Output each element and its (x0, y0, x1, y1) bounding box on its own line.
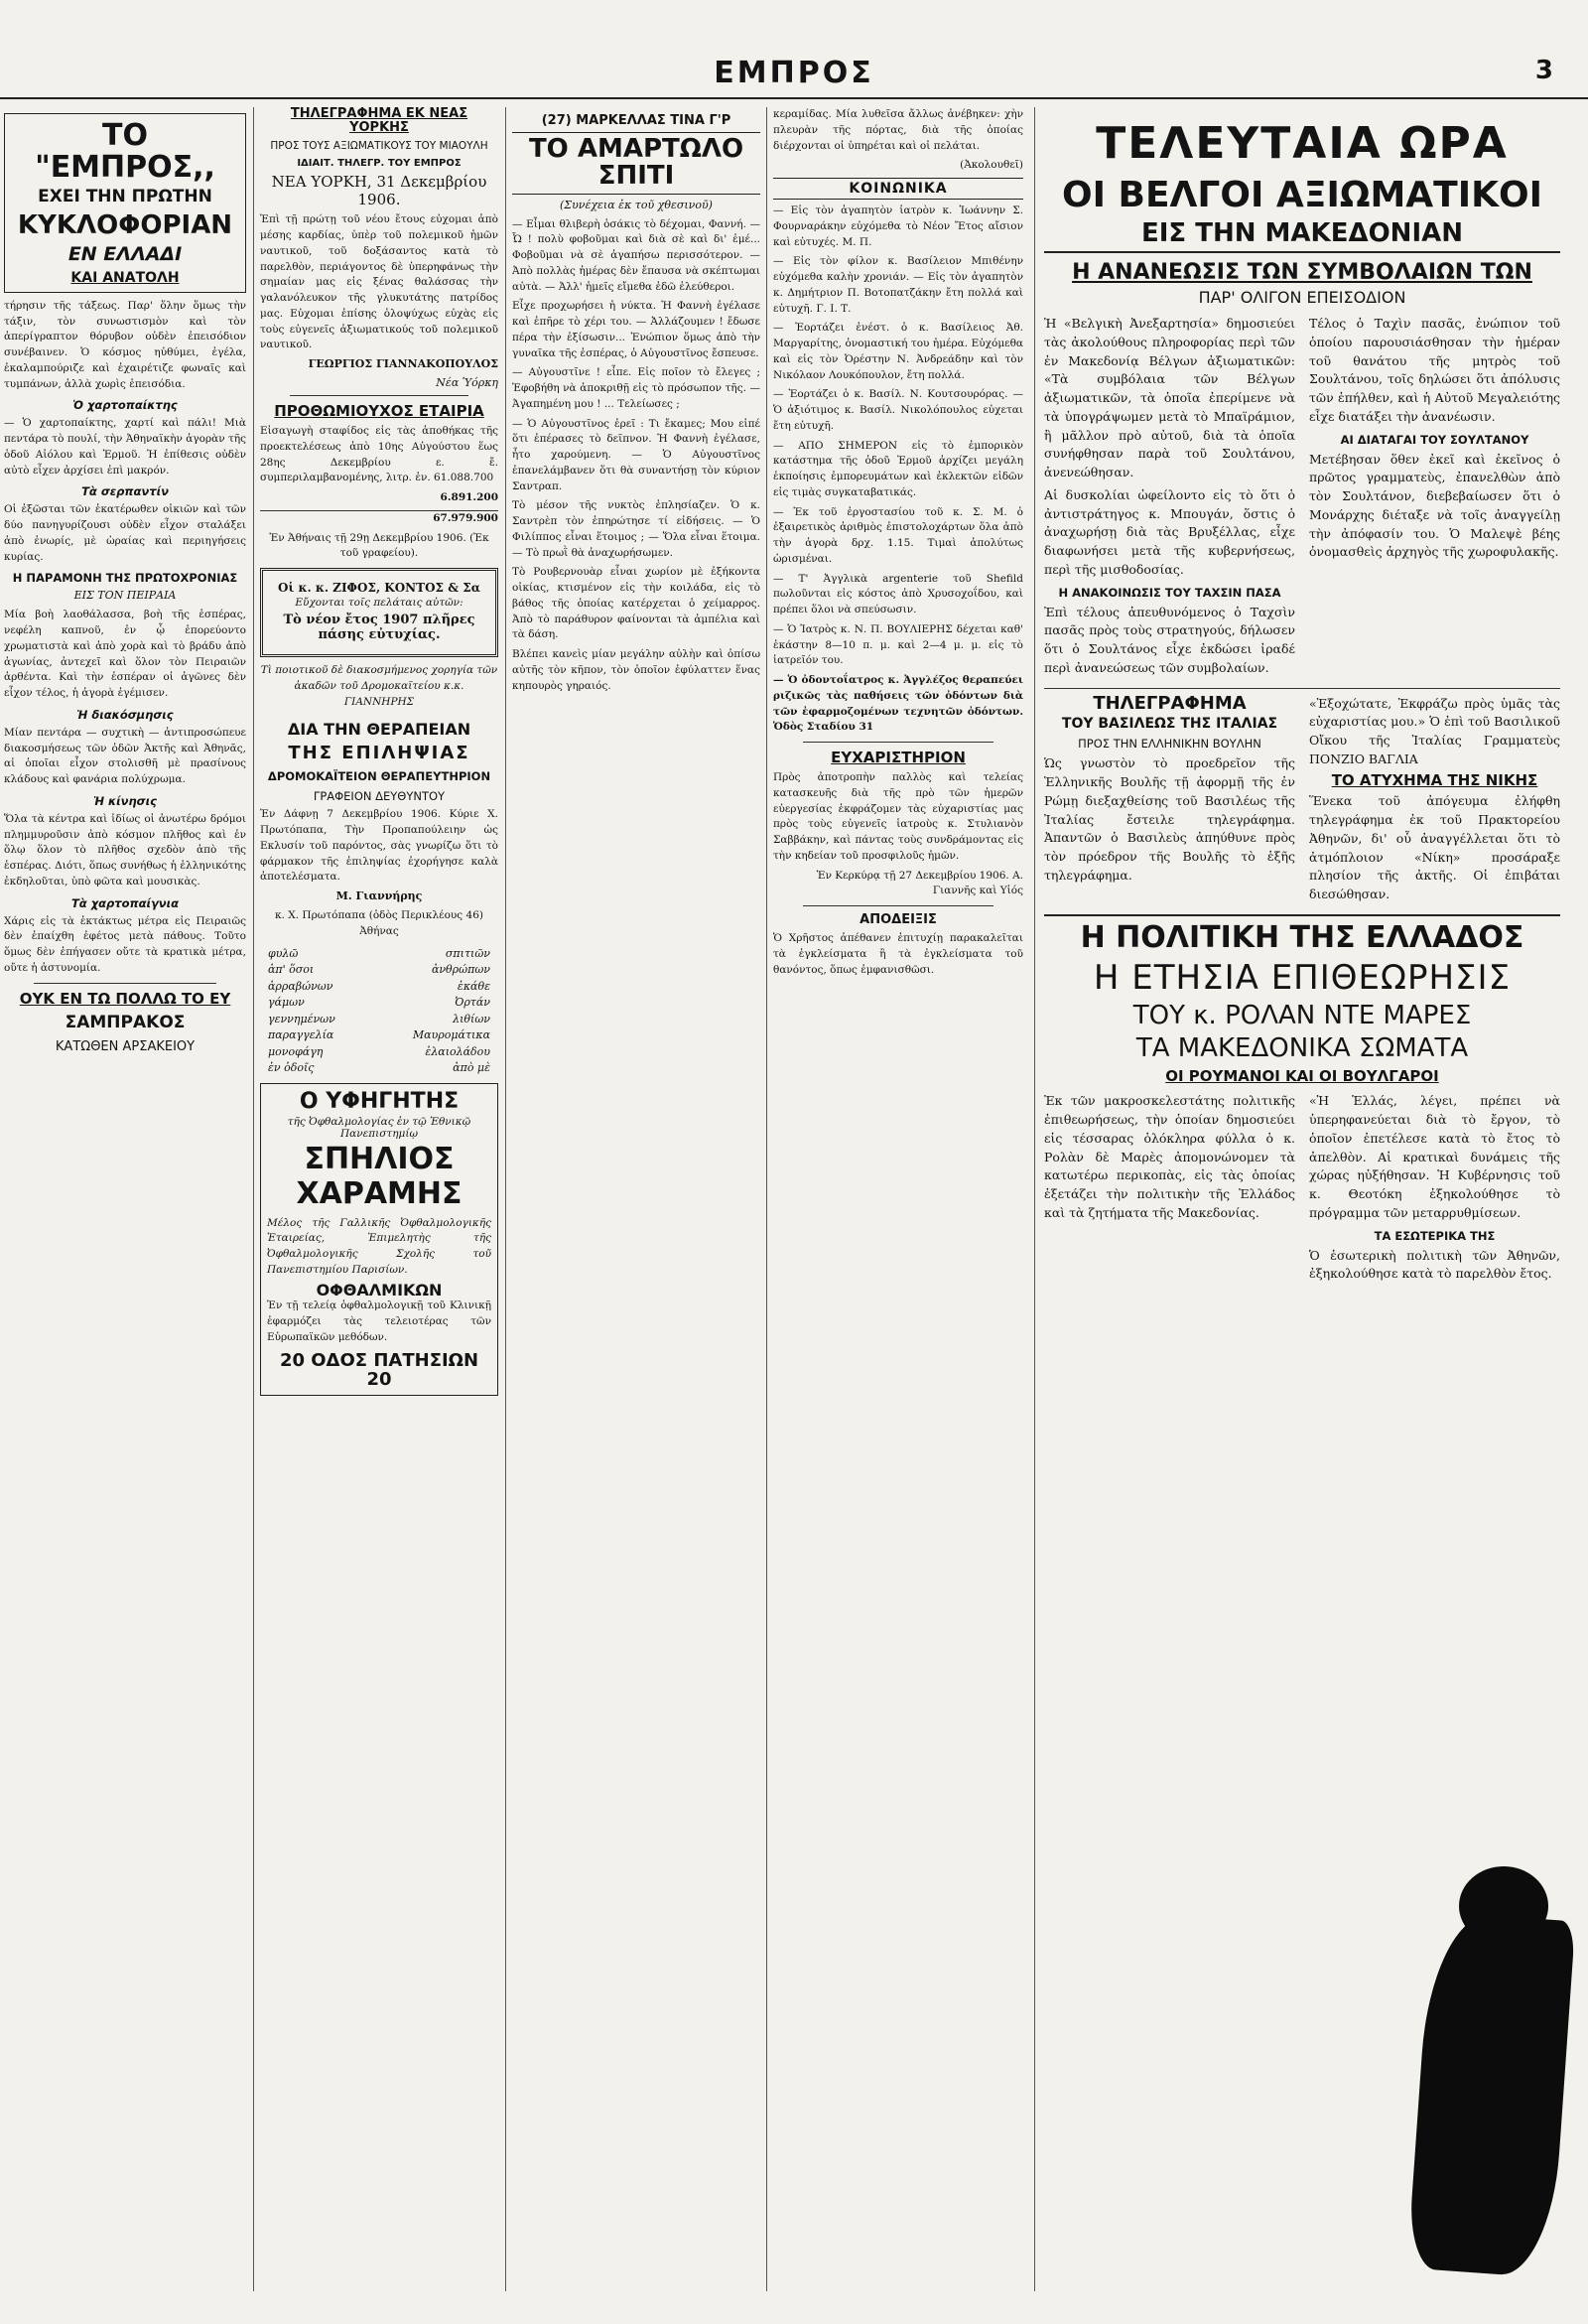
headline: ΕΧΕΙ ΤΗΝ ΠΡΩΤΗΝ (38, 187, 212, 206)
headline: ΚΥΚΛΟΦΟΡΙΑΝ (17, 209, 233, 240)
ad-headline: ΟΥΚ ΕΝ ΤΩ ΠΟΛΛΩ ΤΟ ΕΥ (19, 989, 231, 1008)
subheading: ΤΑ ΕΣΩΤΕΡΙΚΑ ΤΗΣ (1374, 1228, 1496, 1243)
installment-number: (27) (541, 113, 572, 128)
subheading: Τὰ χαρτοπαίγνια (70, 895, 180, 910)
verse-cell: λιθίων (453, 1012, 490, 1025)
headline: ΤΟΥ κ. ΡΟΛΑΝ ΝΤΕ ΜΑΡΕΣ (1132, 1001, 1472, 1031)
ad-headline: ΣΠΗΛΙΟΣ (304, 1141, 455, 1176)
article-text: Ἐν Δάφνῃ 7 Δεκεμβρίου 1906. Κύριε Χ. Πρωτόπαπα, Τὴν Προπαπούλειην ὡς Εκλυσίν τοῦ παρόντος, σὰς γνωρίζω ὅτι τὸ φάρμακον τῆς ἐπιληψίας ἐχορήγησε καλὰ ἀποτελέσματα. (260, 808, 498, 884)
article-text: «Ἡ Ἑλλάς, λέγει, πρέπει νὰ ὑπερηφανεύεται διὰ τὸ ἔργον, τὸ ὁποῖον ἐπετέλεσε κατὰ τὸ ἔτος τὸ ἀπελθὸν. Αἱ κρατικαὶ δυνάμεις τῆς χώρας ηὐξήθησαν. Ἡ Κυβέρνησις τοῦ κ. Θεοτόκη ἐξηκολούθησε τὸ πρόγραμμα τῶν μεταρρυθμίσεων. (1309, 1093, 1560, 1220)
verse-row (268, 995, 490, 1012)
article-text: κ. Χ. Πρωτόπαπα (ὁδὸς Περικλέους 46) Ἀθήνας (275, 909, 483, 937)
divider (290, 395, 468, 396)
headline: ΟΙ ΒΕΛΓΟΙ ΑΞΙΩΜΑΤΙΚΟΙ (1061, 175, 1543, 216)
subheading: Ὁ χαρτοπαίκτης (72, 398, 178, 413)
headline: ΤΟ ΑΜΑΡΤΩΛΟ ΣΠΙΤΙ (512, 132, 760, 195)
signature: Μ. Γιαννήρης (335, 889, 423, 903)
masthead-rule (0, 97, 1588, 99)
headline: ΕΥΧΑΡΙΣΤΗΡΙΟΝ (831, 749, 966, 766)
article-text: — Αὐγουστῖνε ! εἶπε. Εἰς ποῖον τὸ ἔλεγες ; Ἐφοβήθη νὰ ἀποκριθῇ εἰς τὸ πρόσωπον τῆς. — Ἀγαπημένη μου ! ... Τελείωσες ; (512, 366, 760, 410)
feuilleton-header (512, 113, 760, 128)
divider (803, 905, 993, 906)
article-text: — Ὁ Ἰατρὸς κ. Ν. Π. ΒΟΥΛΙΕΡΗΣ δέχεται καθ' ἑκάστην 8—10 π. μ. καὶ 2—4 μ. μ. εἰς τὸ ἰατρεῖόν του. (773, 622, 1023, 667)
article-text: — Ἑορτάζει ὁ κ. Βασίλ. Ν. Κουτσουρόρας. — Ὁ ἀξιότιμος κ. Βασίλ. Νικολόπουλος εὐχεται ἔτη εὐτυχῆ. (773, 388, 1023, 432)
ad-zifos-kontos (260, 568, 498, 657)
ad-line: Τὸ νέον ἔτος 1907 πλῆρες πάσης εὐτυχίας. (283, 613, 475, 643)
verse-cell: μονοφάγη (268, 1044, 324, 1058)
two-col-article (1044, 315, 1560, 682)
subheading: Ἡ διακόσμησις (76, 707, 174, 722)
verse-cell: ἐν ὁδοῖς (268, 1061, 315, 1075)
verse-cell: γάμων (268, 996, 305, 1010)
section-headline: Η ΠΑΡΑΜΟΝΗ ΤΗΣ ΠΡΩΤΟΧΡΟΝΙΑΣ (12, 571, 238, 586)
ad-sampraks (4, 989, 246, 1055)
article-text: Ἡ «Βελγικὴ Ἀνεξαρτησία» δημοσιεύει τὰς ἀκολούθους πληροφορίας περὶ τῶν ἐν Μακεδονίᾳ Βέλγων ἀξιωματικῶν: «Τὰ συμβόλαια τῶν Βέλγων ἀξιωματικῶν, τὰ ὁποῖα ἐπερίμενε νὰ τὰ ὑπογράψωμεν μετὰ τὸ Μπαϊράμιον, ἢ μᾶλλον πρὸ αὐτοῦ, διὰ τὰ ὁποῖα συνήφθησαν παρὰ τοῦ Σουλτάνου, ἀνενεώθησαν. (1044, 316, 1295, 480)
headline: ΟΙ ΡΟΥΜΑΝΟΙ ΚΑΙ ΟΙ ΒΟΥΛΓΑΡΟΙ (1165, 1066, 1439, 1085)
article-text: Ὅλα τὰ κέντρα καὶ ἰδίως οἱ ἀνωτέρω δρόμοι πλημμυροῦσιν ἀπὸ κόσμον πλῆθος καὶ ἐν ὅλῳ ὅλον τὸ πλῆθος σχεδὸν ἀπὸ τῆς ἑσπέρας. Διότι, ὅπως συνήθως ἡ ἑλληνικότης ἐκδηλοῦται, ὑπὸ φῶτα καὶ μουσικὰς. (4, 812, 246, 888)
ad-subline: τῆς Ὀφθαλμολογίας ἐν τῷ Ἐθνικῷ Πανεπιστημίῳ (287, 1115, 471, 1140)
emprós-circulation-box (4, 113, 246, 293)
headline: ΔΙΑ ΤΗΝ ΘΕΡΑΠΕΙΑΝ (287, 720, 471, 740)
ad-line: Εὔχονται τοῖς πελάταις αὐτῶν: (295, 597, 463, 610)
article-text: — Ἐκ τοῦ ἐργοστασίου τοῦ κ. Σ. Μ. ὁ ἐξαιρετικὸς ἀριθμὸς ἐπιστολοχάρτων ὅλα ἀπὸ τὴν ἀγορὰ δρχ. 1.15. Τιμαὶ ἀπολύτως ὡρισμέναι. (773, 505, 1023, 565)
subheading: Τὰ σερπαντίν (81, 484, 169, 499)
continued-note: (Ἀκολουθεῖ) (960, 159, 1023, 172)
article-text: Ὁ Χρῆστος ἀπέθανεν ἐπιτυχίῃ παρακαλεῖται τὰ ἐγκλείσματα ἢ τὰ ἐγκλείσματα τοῦ θανόντος, ὅπως ἐμφανισθῶσι. (773, 932, 1023, 976)
ad-charamis (260, 1083, 498, 1397)
headline: ΚΟΙΝΩΝΙΚΑ (773, 178, 1023, 200)
paper-name: ΕΜΠΡΟΣ (714, 56, 874, 90)
article-text: Τὸ μέσον τῆς νυκτὸς ἐπλησίαζεν. Ὁ κ. Σαντρὲπ τὸν ἐπηρώτησε τί εἰδήσεις. — Ὁ Φιλίππος εἶναι ἕτοιμος ; — Ὅλα εἶναι ἕτοιμα. — Τὸ πρωῒ θὰ ἀναχωρήσωμεν. (512, 499, 760, 559)
article-right (1309, 315, 1560, 682)
author-name: ΜΑΡΚΕΛΛΑΣ ΤΙΝΑ Γ'Ρ (576, 113, 731, 128)
ad-text: Ἐν τῇ τελείᾳ ὀφθαλμολογικῇ τοῦ Κλινικῇ ἐφαρμόζει τὰς τελειοτέρας τῶν Εὐρωπαϊκῶν μεθόδων. (267, 1299, 491, 1343)
article-text: τήρησιν τῆς τάξεως. Παρ' ὅλην ὅμως τὴν τάξιν, τὸν συνωστισμὸν καὶ τὸν ἀπερίγραπτον θόρυβον οὐδὲν ἐπεισόδιον συνέβαινεν. Ὁ κόσμος ηὐθύμει, ἐγέλα, ἐκαλαμπούριζε καὶ ἐχαιρέτιζε φωναῖς καὶ τυμπάνων, ἀλλὰ χωρὶς ἐπεισόδια. (4, 299, 246, 390)
article-text: κεραμίδας. Μία λυθεῖσα ἄλλως ἀνέβηκεν: χὴν πλευρὰν τῆς πόρτας, διὰ τῆς ὁποίας διέρχονται οἱ ὑπηρέται καὶ οἱ πελάται. (773, 108, 1023, 152)
article-text: Εἶχε προχωρήσει ἡ νύκτα. Ἡ Φαννὴ ἐγέλασε καὶ ἐπῆρε τὸ χέρι του. — Ἀλλάζουμεν ! ἔδωσε πέρα τὴν ἐξίσωσιν... Ἐνώπιον ὅμως ἀπὸ τὴν γυναῖκα τῆς ἐσπέρας, ὁ Αὐγουστῖνος ἔσπευσε. (512, 300, 760, 359)
verse-cell: Ὀρτάν (455, 996, 490, 1010)
verse-cell: ἀρραβώνων (268, 979, 333, 993)
headline: Η ΕΤΗΣΙΑ ΕΠΙΘΕΩΡΗΣΙΣ (1093, 958, 1512, 999)
subheadline: ΓΡΑΦΕΙΟΝ ΔΕΥΘΥΝΤΟΥ (313, 789, 446, 804)
verse-row (268, 962, 490, 979)
article-left (1044, 315, 1295, 682)
article-text: Βλέπει κανεὶς μίαν μεγάλην αὐλὴν καὶ ὀπίσω αὐτῆς τὸν κῆπον, τὸν ὁποῖον ἐφύλαττεν ἕνας κηπουρὸς γηραιός. (512, 648, 760, 692)
column-3 (512, 107, 760, 2291)
ad-headline: ΟΦΘΑΛΜΙΚΩΝ (316, 1280, 443, 1299)
column-1 (4, 107, 246, 2291)
article-text: «Ἐξοχώτατε, Ἐκφράζω πρὸς ὑμᾶς τὰς εὐχαριστίας μου.» Ὁ ἐπὶ τοῦ Βασιλικοῦ Οἴκου τῆς Ἰταλίας Γραμματεὺς ΠΟΝΖΙΟ ΒΑΓΛΙΑ (1309, 695, 1560, 766)
headline: Η ΠΟΛΙΤΙΚΗ ΤΗΣ ΕΛΛΑΔΟΣ (1080, 919, 1524, 955)
headline: ΕΝ ΕΛΛΑΔΙ (67, 243, 183, 266)
headline: ΚΑΙ ΑΝΑΤΟΛΗ (70, 270, 180, 287)
article-text: — Ἑορτάζει ἐνέστ. ὁ κ. Βασίλειος Ἀθ. Μαργαρίτης, ὀνομαστική του ἡμέρα. Εὐχόμεθα καὶ εἰς τὸν Ὀρέστην Ν. Ἀνδρεάδην καὶ τὸν Νικόλαον Λουκόπουλον, ἔτη πολλά. (773, 322, 1023, 381)
notice-text: Τὶ ποιοτικοῦ δὲ διακοσμήμενος χορηγία τῶν ἀκαδῶν τοῦ Δρομοκαϊτείου κ.κ. ΓΙΑΝΝΗΡΗΣ (260, 664, 498, 708)
headline: ΤΗΛΕΓΡΑΦΗΜΑ ΕΚ ΝΕΑΣ ΥΟΡΚΗΣ (290, 107, 468, 135)
article-text: Αἱ δυσκολίαι ὠφείλοντο εἰς τὸ ὅτι ὁ ἀντιστράτηγος κ. Μπουγάν, ὅστις ὁ ἀναχωρήσῃ διὰ τὰς Βρυξέλλας, εἶχε διαφωνήσει μετὰ τῆς κυβερνήσεως, περὶ τῆς μισθοδοσίας. (1044, 486, 1295, 577)
article-text: Χάρις εἰς τὰ ἐκτάκτως μέτρα εἰς Πειραιῶς δὲν ἐπαίχθη ἐφέτος μετὰ πάθους. Τοῦτο ὅμως δὲν ἐπήγασεν οὔτε τὰ κρατικὰ μέτρα, οὔτε ἡ ἀστυνομία. (4, 914, 246, 974)
subheadline: ΠΑΡ' ΟΛΙΓΟΝ ΕΠΕΙΣΟΔΙΟΝ (1198, 288, 1406, 308)
verse-row (268, 979, 490, 996)
column-divider (505, 107, 506, 2291)
signature: ΓΕΩΡΓΙΟΣ ΓΙΑΝΝΑΚΟΠΟΥΛΟΣ (308, 357, 498, 371)
article-text: Ἐν Ἀθήναις τῇ 29ῃ Δεκεμβρίου 1906. (Ἐκ τοῦ γραφείου). (269, 531, 489, 560)
subheadline: ΠΡΟΣ ΤΗΝ ΕΛΛΗΝΙΚΗΝ ΒΟΥΛΗΝ (1078, 737, 1261, 752)
verse-row (268, 1012, 490, 1028)
divider (803, 742, 993, 743)
signature: Ἐν Κερκύρᾳ τῇ 27 Δεκεμβρίου 1906. Α. Γιαννῆς καὶ Υἱός (816, 869, 1023, 897)
article-left (1044, 1092, 1295, 1288)
article-text: — ΑΠΟ ΣΗΜΕΡΟΝ εἰς τὸ ἐμπορικὸν κατάστημα τῆς ὁδοῦ Ἑρμοῦ ἀρχίζει μεγάλη ἐκποίησις ἐμπορευμάτων καὶ ἐκλεκτῶν εἰδῶν εἰς τιμὰς συγκαταβατικάς. (773, 439, 1023, 498)
article-text: Οἱ ἐξῶσται τῶν ἑκατέρωθεν οἰκιῶν καὶ τῶν δύο πανηγυρίζουσι οὐδὲν εἶχον σταλάξει ἀπὸ ἐνωρίς, μὲ ὡραίας καὶ περιηγήσεις κυρίας. (4, 503, 246, 563)
headline: ΤΟ ΑΤΥΧΗΜΑ ΤΗΣ ΝΙΚΗΣ (1331, 770, 1538, 789)
verse-cell: ἐλαιολάδου (425, 1044, 490, 1058)
verse-row (268, 1027, 490, 1044)
column-4 (773, 107, 1023, 2291)
page-number: 3 (1534, 56, 1553, 85)
article-text: Μία βοὴ λαοθάλασσα, βοὴ τῆς ἑσπέρας, νεφέλη καπνοῦ, ἐν ᾧ ἐπορεύοντο χρωματιστὰ καὶ ἀπὸ χορὰ καὶ τὸ βράδυ ἀπὸ ἀγωνίας, ἀντεχεῖ καὶ ὅλον τὸν Πειραιῶν ἀρθέντα. Καὶ τὴν ἐσπέραν οἱ ἀγῶνες δὲν εἶχον τέλος, ἡ ἀγορὰ ἐγέμισεν. (4, 609, 246, 700)
article-text: Ἐπὶ τέλους ἀπευθυνόμενος ὁ Ταχσὶν πασᾶς πρὸς τοὺς στρατηγούς, δήλωσεν ὅτι ὁ Σουλτάνος εἶχε ἐκδώσει ἰραδέ περὶ ἀνανεώσεως τῶν συμβολαίων. (1044, 604, 1295, 675)
ad-line: Οἱ κ. κ. ΖΙΦΟΣ, ΚΟΝΤΟΣ & Σα (278, 581, 480, 596)
article-text: Τέλος ὁ Ταχὶν πασᾶς, ἐνώπιον τοῦ ὁποίου παρουσιάσθησαν τὴν ἡμέραν τοῦ θανάτου τῆς μητρὸς τοῦ Σουλτάνου, τοῖς δηλώσει ὅτι ἀπόλυσις τῶν ἐπήλθεν, καὶ ἡ Αὐτοῦ Μεγαλειότης εἶχε διατάξει τὴν ἀνανέωσιν. (1309, 316, 1560, 424)
article-text: Ὡς γνωστὸν τὸ προεδρεῖον τῆς Ἑλληνικῆς Βουλῆς τῇ ἀφορμῇ τῆς ἐν Ρώμῃ διεξαχθείσης τοῦ Βασιλέως τῆς Ἰταλίας ἔστειλε τηλεγράφημα. Ἀπαντῶν ὁ Βασιλεὺς ἀπηύθυνε πρὸς τὸν πρόεδρον τῆς Βουλῆς τὸ ἑξῆς τηλεγράφημα. (1044, 755, 1295, 883)
headline: ΕΙΣ ΤΗΝ ΜΑΚΕΔΟΝΙΑΝ (1044, 220, 1560, 253)
article-left (1044, 692, 1295, 908)
headline: ΤΗΛΕΓΡΑΦΗΜΑ (1093, 692, 1247, 714)
figure-value: 6.891.200 (440, 491, 498, 504)
article-text: Ἕνεκα τοῦ ἀπόγευμα ἐλήφθη τηλεγράφημα ἐκ τοῦ Πρακτορείου Ἀθηνῶν, δι' οὗ ἀναγγέλλεται ὅτι τὸ ἀτμόπλοιον «Νίκη» προσάραξε πλησίον τῆς ἀκτῆς. Οἱ ἐπιβάται διεσώθησαν. (1309, 793, 1560, 902)
article-text: — Εἰς τὸν ἀγαπητὸν ἰατρὸν κ. Ἰωάννην Σ. Φουρναράκην εὐχόμεθα τὸ Νέον Ἔτος αἴσιον καὶ εὐτυχές. Μ. Π. (773, 205, 1023, 248)
verse-cell: ἀπ' ὅσοι (268, 963, 315, 977)
article-text: Πρὸς ἀποτροπὴν παλλὸς καὶ τελείας κατασκευῆς διὰ τῆς πρὸ τῶν ἡμερῶν εὐεργεσίας ἐκφράζομεν τὰς εὐχαριστίας μας πρὸς τοὺς εὐγενεῖς ἱατροὺς κ. Στυλιανὸν Σαββάκην, καὶ πάντας τοὺς συνδράμοντας εἰς τὴν κηδείαν τοῦ προσφιλοῦς ἡμῶν. (773, 771, 1023, 862)
column-divider (766, 107, 767, 2291)
ad-headline: Ο ΥΦΗΓΗΤΗΣ (299, 1088, 460, 1114)
signature-place: Νέα Ὑόρκη (436, 376, 498, 390)
headline: ΤΗΣ ΕΠΙΛΗΨΙΑΣ (288, 743, 470, 764)
ad-headline: ΣΑΜΠΡΑΚΟΣ (65, 1013, 186, 1033)
article-right (1309, 695, 1560, 908)
article-text: Τὸ Ρουβερνουὰρ εἶναι χωρίον μὲ ἐξήκοντα οἰκίας, κτισμένον εἰς τὴν κοιλάδα, εἰς τὸ βάθος τῆς ὁποίας κατέρχεται ὁ χείμαρρος. Ἀπὸ τὸ παράθυρον φαίνονται τὰ ἀμπέλια καὶ τὰ δάση. (512, 566, 760, 641)
headline: ΑΠΟΔΕΙΞΙΣ (860, 912, 937, 927)
article-text: Ὁ ἐσωτερικὴ πολιτικὴ τῶν Ἀθηνῶν, ἐξηκολούθησε κατὰ τὸ παρελθὸν ἔτος. (1309, 1247, 1560, 1282)
headline: ΤΟΥ ΒΑΣΙΛΕΩΣ ΤΗΣ ΙΤΑΛΙΑΣ (1061, 715, 1278, 732)
article-text: Ἐπὶ τῇ πρώτῃ τοῦ νέου ἔτους εὐχομαι ἀπὸ μέσης καρδίας, ὑπὲρ τοῦ πολεμικοῦ ἡμῶν ναυτικοῦ, τοῦ δοξάσαντος κατὰ τὸ παρελθὸν, περιάγοντος δὲ ὑπερηφάνως τὴν σημαίαν μας εἰς ξένας θαλάσσας τὴν γαλανόλευκον τῆς γλυκυτάτης πατρίδος μας. Εὐχομαι ἐπίσης ὁλοψύχως εὐχὰς εἰς τοὺς εὐγενεῖς ἀξιωματικούς τοῦ πολεμικοῦ ναυτικοῦ. (260, 213, 498, 351)
verse-cell: ἐκάθε (457, 979, 490, 993)
subheadline: ΙΔΙΑΙΤ. ΤΗΛΕΓΡ. ΤΟΥ ΕΜΠΡΟΣ (297, 158, 462, 170)
ad-text: Μέλος τῆς Γαλλικῆς Ὀφθαλμολογικῆς Ἑταιρείας, Ἐπιμελητὴς τῆς Ὀφθαλμολογικῆς Σχολῆς τοῦ Πανεπιστημίου Παρισίων. (267, 1216, 491, 1276)
article-text: — Ὁ χαρτοπαίκτης, χαρτί καὶ πάλι! Μιὰ πεντάρα τὸ πουλί, τὴν Ἀθηναϊκὴν ἀγορὰν τῆς ὁδοῦ Αἰόλου καὶ Ἑρμοῦ. Ἡ ἐπίθεσις οὐδὲν αὐτὸ εἶχεν ἀρχίσει ἐπὶ μακρόν. (4, 417, 246, 477)
subheading: ΑΙ ΔΙΑΤΑΓΑΙ ΤΟΥ ΣΟΥΛΤΑΝΟΥ (1340, 432, 1529, 447)
figure-value: 67.979.900 (260, 510, 498, 527)
article-text: — Εἶμαι θλιβερὴ ὁσάκις τὸ δέχομαι, Φαννή. — Ὦ ! πολὺ φοβοῦμαι καὶ διὰ σὲ καὶ δι' ἐμέ... Φοβοῦμαι νὰ σὲ ἀγαπήσω περισσότερον. — Ἀπὸ πολλὰς ἡμέρας δὲν ἔπαυσα νὰ σκέπτωμαι αὐτὰ. — Ἀλλ' ἡμεῖς εἴμεθα ἐδῶ ἐλεύθεροι. (512, 217, 760, 293)
two-col-article (1044, 688, 1560, 908)
verse-row (268, 1044, 490, 1061)
ad-headline: ΚΑΤΩΘΕΝ ΑΡΣΑΚΕΙΟΥ (55, 1039, 196, 1055)
subheadline: ΔΡΟΜΟΚΑΪΤΕΙΟΝ ΘΕΡΑΠΕΥΤΗΡΙΟΝ (267, 769, 491, 784)
subheading: Ἡ κίνησις (93, 793, 157, 808)
headline: ΤΕΛΕΥΤΑΙΑ ΩΡΑ (1096, 118, 1509, 169)
article-text: Μίαν πεντάρα — συχτικὴ — ἀντιπροσώπευε διακοσμήσεως τῶν ὁδῶν Ἀκτῆς καὶ Ἀθηνᾶς, αἱ ὁποῖαι εἶχον στολισθῆ μὲ πρασίνους κλάδους καὶ φανάρια πολύχρωμα. (4, 726, 246, 786)
two-col-article (1044, 1092, 1560, 1288)
headline: ΤΑ ΜΑΚΕΔΟΝΙΚΑ ΣΩΜΑΤΑ (1135, 1033, 1469, 1064)
verse-cell: Μαυρομάτικα (412, 1028, 490, 1042)
article-text: Μετέβησαν ὅθεν ἐκεῖ καὶ ἐκεῖνος ὁ πρῶτος γραμματεὺς, ἐπανελθὼν ἀπὸ τὸν Σουλτάνον, διεβεβαίωσεν ὅτι ὁ Μονάρχης διέταξε νὰ τοῖς ἀναγγείλῃ τὴν ἀπόφασίν του. Ὁ Μαλεψὲ βέης ὀνομασθεὶς ἀρχηγὸς τῆς χωροφυλακῆς. (1309, 451, 1560, 560)
verse-cell: γεννημένων (268, 1012, 335, 1025)
section-subheadline: ΕΙΣ ΤΟΝ ΠΕΙΡΑΙΑ (73, 589, 177, 603)
verse-row (268, 946, 490, 963)
subheadline: ΠΡΟΣ ΤΟΥΣ ΑΞΙΩΜΑΤΙΚΟΥΣ ΤΟΥ ΜΙΑΟΥΛΗ (270, 140, 488, 153)
column-divider (253, 107, 254, 2291)
politics-section (1044, 914, 1560, 1288)
ad-headline: ΧΑΡΑΜΗΣ (296, 1176, 463, 1212)
divider (34, 983, 216, 984)
ad-address: 20 ΟΔΟΣ ΠΑΤΗΣΙΩΝ 20 (279, 1349, 479, 1390)
subheadline: (Συνέχεια ἐκ τοῦ χθεσινοῦ) (560, 198, 713, 211)
headline: Η ΑΝΑΝΕΩΣΙΣ ΤΩΝ ΣΥΜΒΟΛΑΙΩΝ ΤΩΝ (1072, 260, 1532, 286)
verse-table (268, 946, 490, 1077)
article-right (1309, 1092, 1560, 1288)
masthead (0, 56, 1588, 105)
verse-cell: ἀνθρώπων (431, 963, 490, 977)
column-divider (1034, 107, 1035, 2291)
headline: ΤΟ "ΕΜΠΡΟΣ,, (35, 118, 215, 185)
article-text: — Ὁ ὀδοντοΐατρος κ. Ἀγγλέζος θεραπεύει ριζικῶς τὰς παθήσεις τῶν ὀδόντων διὰ τῶν ἐφαρμοζομένων τεχνητῶν ὀδόντων. Ὁδὸς Σταδίου 31 (773, 674, 1023, 734)
article-text: Ἐκ τῶν μακροσκελεστάτης πολιτικῆς ἐπιθεωρήσεως, τὴν ὁποίαν δημοσιεύει εἰς τέσσαρας ὁλόκληρα φύλλα ὁ κ. Ρολὰν δὲ Μαρὲς ἀπομονώνομεν τὰ κατωτέρω περικοπὰς, εἰς τὰς ὁποίας ἐξετάζει τὴν πολιτικὴν τῆς Ἑλλάδος καὶ τὰ ζητήματα τῆς Μακεδονίας. (1044, 1093, 1295, 1220)
verse-cell: σπιτιῶν (445, 946, 490, 960)
article-text: Εἰσαγωγὴ σταφίδος εἰς τὰς ἀποθήκας τῆς προεκτελέσεως ἀπὸ 10ης Αὐγούστου ἕως 28ης Δεκεμβρίου ε. ἔ. συμπεριλαμβανομένης, λιτρ. ἐν. 61.088.700 (260, 425, 498, 484)
article-text: — Ὁ Αὐγουστῖνος ἐρεῖ : Τι ἔκαμες; Μου εἰπέ ὅτι ἐπέρασες τὸ δεῖπνον. Ἡ Φαννὴ ἐγέλασε, ἦτο χαρούμενη. — Ὁ Αὐγουστῖνος ἐπανελάμβανεν ὅτι θὰ συναντήσῃ τὸν κύριον Σαντραπ. (512, 417, 760, 492)
dateline: ΝΕΑ ΥΟΡΚΗ, 31 Δεκεμβρίου 1906. (271, 173, 487, 209)
column-2 (260, 107, 498, 2291)
headline: ΠΡΟΘΩΜΙΟΥΧΟΣ ΕΤΑΙΡΙΑ (274, 402, 484, 421)
verse-cell: παραγγελία (268, 1028, 334, 1042)
verse-row (268, 1060, 490, 1077)
subheading: Η ΑΝΑΚΟΙΝΩΣΙΣ ΤΟΥ ΤΑΧΣΙΝ ΠΑΣΑ (1058, 585, 1281, 600)
verse-cell: ἀπὸ μὲ (453, 1061, 490, 1075)
article-text: — Τ' Ἀγγλικὰ argenterie τοῦ Shefild πωλοῦνται εἰς κόστος ἀπὸ Χρυσοχοΐδου, καὶ πρέπει ὅλοι νὰ σπεύσωσιν. (773, 572, 1023, 615)
ink-damage (1459, 1866, 1548, 1946)
article-text: — Εἰς τὸν φίλον κ. Βασίλειον Μπιθένην εὐχόμεθα καλὴν χρονιάν. — Εἰς τὸν ἀγαπητὸν κ. Δημήτριον Π. Βοτοπατζάκην ἔτη πολλά καὶ εὐτυχῆ. Γ. Ι. Τ. (773, 255, 1023, 315)
verse-cell: φυλῶ (268, 946, 299, 960)
